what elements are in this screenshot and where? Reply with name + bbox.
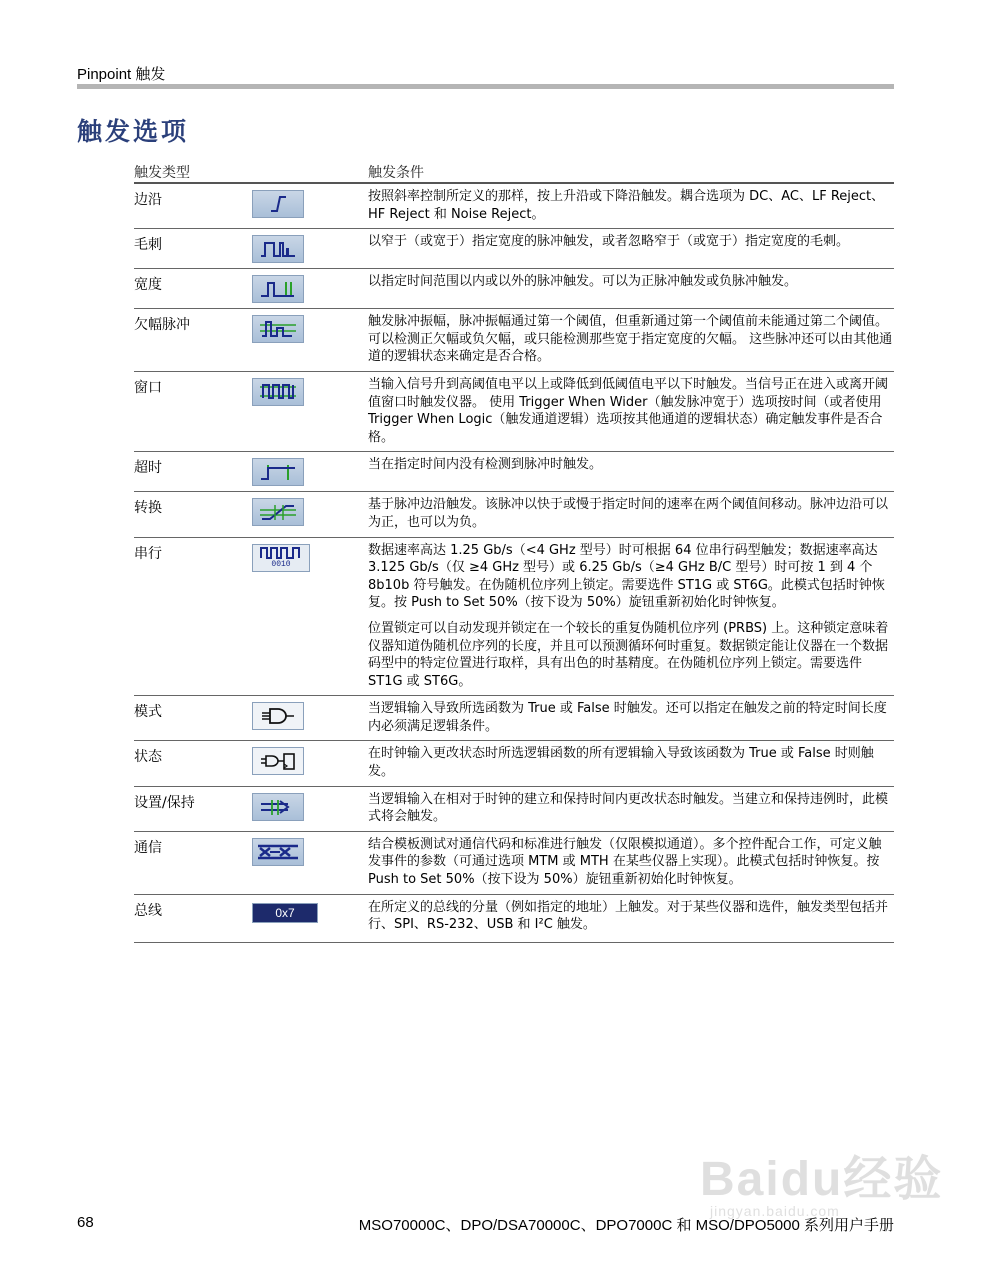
trigger-description: 基于脉冲边沿触发。该脉冲以快于或慢于指定时间的速率在两个阈值间移动。脉冲边沿可以为正，也可以为负。 <box>368 497 889 530</box>
pattern-trigger-icon <box>252 702 304 730</box>
trigger-type-name: 通信 <box>134 839 162 856</box>
trigger-description: 结合模板测试对通信代码和标准进行触发（仅限模拟通道）。多个控件配合工作，可定义触发事件的参数（可通过选项 MTM 或 MTH 在某些仪器上实现）。此模式包括时钟恢复。按 Push to Set 50%（按下设为 50%）旋钮重新初始化时钟恢复。 <box>368 836 882 888</box>
table-row <box>134 538 894 697</box>
manual-title: MSO70000C、DPO/DSA70000C、DPO7000C 和 MSO/DPO5000 系列用户手册 <box>358 1217 894 1234</box>
state-trigger-icon <box>252 747 304 775</box>
timeout-trigger-icon <box>252 458 304 486</box>
table-header <box>134 160 894 184</box>
running-header: Pinpoint 触发 <box>77 66 166 83</box>
trigger-description: 触发脉冲振幅，脉冲振幅通过第一个阈值，但重新通过第一个阈值前未能通过第二个阈值。可以检测正欠幅或负欠幅，或只能检测那些宽于指定宽度的欠幅。 这些脉冲还可以由其他通道的逻辑状态来确定是否合格。 <box>368 314 893 365</box>
page-number: 68 <box>77 1214 94 1231</box>
trigger-type-name: 转换 <box>134 500 162 517</box>
transition-trigger-icon <box>252 498 304 526</box>
bus-trigger-icon <box>252 903 318 923</box>
trigger-description: 当逻辑输入在相对于时钟的建立和保持时间内更改状态时触发。当建立和保持违例时，此模式将会触发。 <box>368 791 889 825</box>
trigger-type-name: 串行 <box>134 545 162 562</box>
table-row <box>134 184 894 229</box>
trigger-type-name: 超时 <box>134 460 162 477</box>
trigger-type-name: 毛刺 <box>134 237 162 254</box>
window-trigger-icon <box>252 378 304 406</box>
trigger-type-name: 总线 <box>134 902 162 919</box>
setup-hold-trigger-icon <box>252 793 304 821</box>
bus-icon-label: 0x7 <box>275 905 295 920</box>
trigger-type-name: 模式 <box>134 704 162 721</box>
table-row <box>134 372 894 452</box>
trigger-description: 按照斜率控制所定义的那样，按上升沿或下降沿触发。耦合选项为 DC、AC、LF Reject、HF Reject 和 Noise Reject。 <box>368 189 885 222</box>
trigger-description: 当逻辑输入导致所选函数为 True 或 False 时触发。还可以指定在触发之前的特定时间长度内必须满足逻辑条件。 <box>368 701 887 734</box>
trigger-description: 当在指定时间内没有检测到脉冲时触发。 <box>368 457 603 473</box>
comm-trigger-icon <box>252 838 304 866</box>
trigger-description: 以指定时间范围以内或以外的脉冲触发。可以为正脉冲触发或负脉冲触发。 <box>368 274 798 290</box>
table-row <box>134 895 894 943</box>
trigger-description: 以窄于（或宽于）指定宽度的脉冲触发，或者忽略窄于（或宽于）指定宽度的毛刺。 <box>368 234 850 250</box>
trigger-description: 数据速率高达 1.25 Gb/s（<4 GHz 型号）时可根据 64 位串行码型触发；数据速率高达 3.125 Gb/s（仅 ≥4 GHz 型号）或 6.25 Gb/s（≥4 GHz B/C 型号）时可按 1 到 4 个 8b10b 符号触发。在伪随机位序列上锁定。需要选件 ST1G 或 ST6G。此模式包括时钟恢复。按 Push to Set 50%（按下设为 50%）旋钮重新初始化时钟恢复。 位置锁定可以自动发现并锁定在一个较长的重复伪随机位序列 (PRBS) 上。这种锁定意味着仪器知道伪随机位序列的长度，并且可以预测循环何时重复。数据锁定能让仪器在一个数据码型中的特定位置进行取样，具有出色的时基精度。在伪随机位序列上锁定。需要选件 ST1G 或 ST6G。 <box>368 542 889 689</box>
serial-icon-label: 0010 <box>271 560 291 570</box>
table-row <box>134 452 894 492</box>
edge-trigger-icon <box>252 190 304 218</box>
trigger-type-name: 宽度 <box>134 277 162 294</box>
runt-trigger-icon <box>252 315 304 343</box>
table-row <box>134 309 894 372</box>
table-row <box>134 832 894 895</box>
trigger-type-name: 边沿 <box>134 192 162 208</box>
trigger-type-name: 状态 <box>134 749 162 766</box>
trigger-description: 当输入信号升到高阈值电平以上或降低到低阈值电平以下时触发。当信号正在进入或离开阈值窗口时触发仪器。 使用 Trigger When Wider（触发脉冲宽于）选项按时间（或者使用 Trigger When Logic（触发通道逻辑）选项按其他通道的逻辑状态）确定触发事件是否合格。 <box>368 376 889 445</box>
table-row <box>134 269 894 309</box>
table-row <box>134 229 894 269</box>
trigger-type-name: 设置/保持 <box>134 794 195 811</box>
serial-trigger-icon <box>252 544 310 572</box>
table-row <box>134 787 894 832</box>
trigger-description: 在时钟输入更改状态时所选逻辑函数的所有逻辑输入导致该函数为 True 或 False 时则触发。 <box>368 746 874 780</box>
trigger-description: 在所定义的总线的分量（例如指定的地址）上触发。对于某些仪器和选件，触发类型包括并行、SPI、RS-232、USB 和 I²C 触发。 <box>368 899 889 933</box>
table-row <box>134 492 894 537</box>
width-trigger-icon <box>252 275 304 303</box>
table-row <box>134 696 894 741</box>
table-row <box>134 741 894 786</box>
trigger-type-name: 窗口 <box>134 379 162 396</box>
trigger-type-name: 欠幅脉冲 <box>134 317 190 334</box>
section-title: 触发选项 <box>77 117 190 146</box>
trigger-options-table <box>134 160 894 943</box>
column-header-condition: 触发条件 <box>368 165 424 181</box>
column-header-type: 触发类型 <box>134 165 190 181</box>
watermark-logo: Baidu经验 jingyan.baidu.com <box>700 1153 944 1219</box>
header-rule <box>77 84 894 89</box>
glitch-trigger-icon <box>252 235 304 263</box>
